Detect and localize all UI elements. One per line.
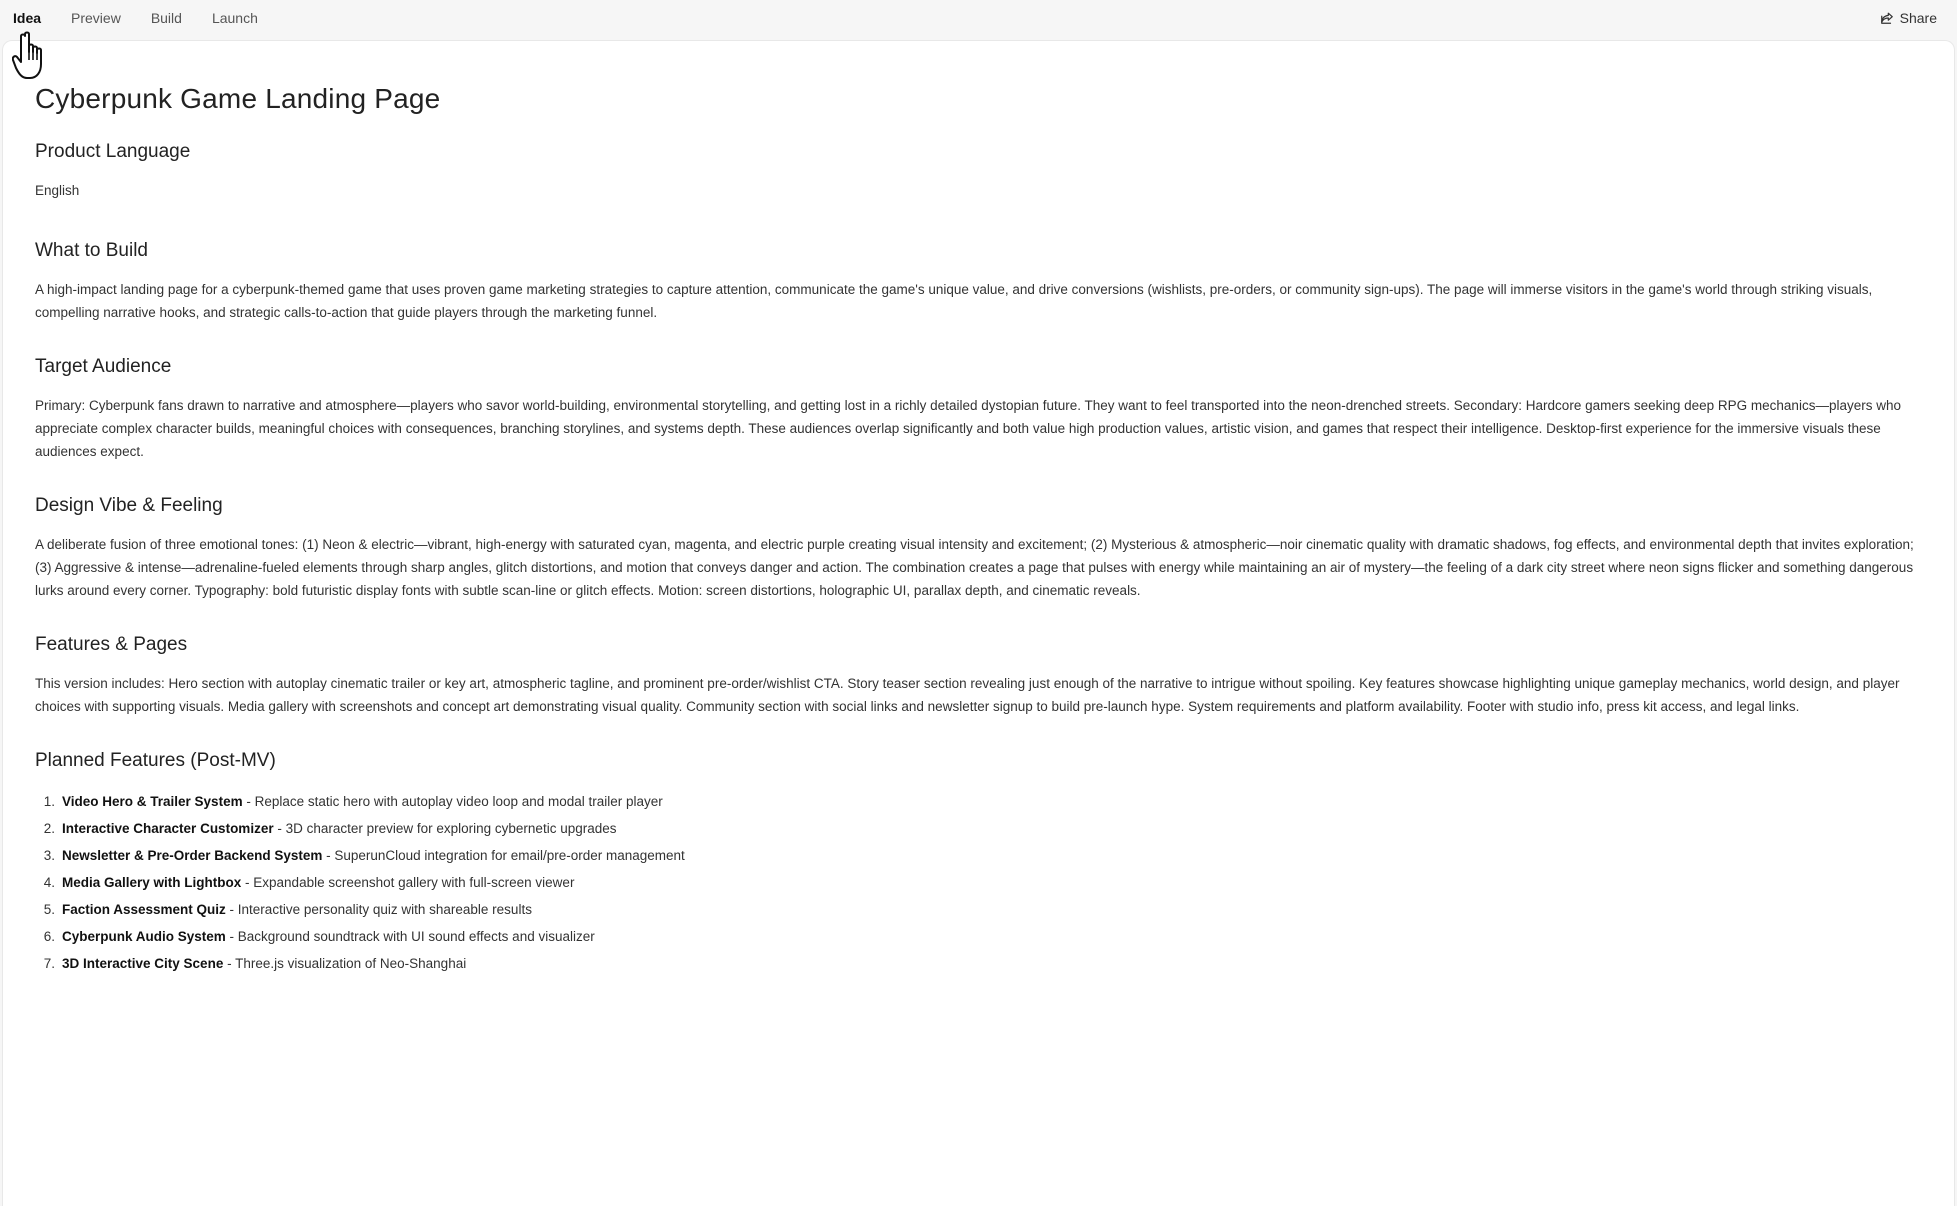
section-what-to-build (35, 238, 1930, 324)
section-features-pages (35, 632, 1930, 718)
tab-bar (0, 0, 273, 36)
list-number: 3. (43, 848, 55, 863)
section-design-vibe (35, 493, 1930, 602)
section-body: A high-impact landing page for a cyberpunk-themed game that uses proven game marketing strategies to capture attention, communicate the game's unique value, and drive conversions (wishlists, pre-orders, or community sign-ups). The page will immerse visitors in the game's world through striking visuals, compelling narrative hooks, and strategic calls-to-action that guide players through the marketing funnel. (35, 282, 1873, 320)
page-title: Cyberpunk Game Landing Page (35, 83, 441, 114)
tab-preview[interactable]: Preview (71, 10, 121, 26)
top-bar (0, 0, 1957, 40)
feature-name: Cyberpunk Audio System (62, 929, 226, 944)
tab-launch[interactable]: Launch (211, 10, 258, 26)
feature-description: - Three.js visualization of Neo-Shanghai (223, 956, 467, 971)
section-heading: Target Audience (35, 356, 172, 377)
section-heading: Features & Pages (35, 634, 188, 655)
list-number: 6. (43, 929, 55, 944)
list-item (35, 815, 1930, 842)
list-item (35, 869, 1930, 896)
feature-name: Video Hero & Trailer System (62, 794, 243, 809)
share-icon (1880, 11, 1894, 25)
section-body: This version includes: Hero section with autoplay cinematic trailer or key art, atmospheric tagline, and prominent pre-order/wishlist CTA. Story teaser section revealing just enough of the narrative to intrigue without spoiling. Key features showcase highlighting unique gameplay mechanics, world design, and player choices with supporting visuals. Media gallery with screenshots and concept art demonstrating visual quality. Community section with social links and newsletter signup to build pre-launch hype. System requirements and platform availability. Footer with studio info, press kit access, and legal links. (35, 676, 1900, 714)
list-number: 7. (43, 956, 55, 971)
document-content (35, 79, 1930, 1007)
section-body: Primary: Cyberpunk fans drawn to narrative and atmosphere—players who savor world-building, environmental storytelling, and getting lost in a richly detailed dystopian future. They want to feel transported into the neon-drenched streets. Secondary: Hardcore gamers seeking deep RPG mechanics—players who appreciate complex character builds, meaningful choices with consequences, branching storylines, and systems depth. These audiences overlap significantly and both value high production values, artistic vision, and games that respect their intelligence. Desktop-first experience for the immersive visuals these audiences expect. (35, 398, 1901, 459)
section-heading: What to Build (35, 240, 148, 261)
feature-name: Faction Assessment Quiz (62, 902, 226, 917)
list-item (35, 923, 1930, 950)
section-target-audience (35, 354, 1930, 463)
feature-name: Media Gallery with Lightbox (62, 875, 242, 890)
feature-description: - Background soundtrack with UI sound effects and visualizer (225, 929, 595, 944)
feature-description: - SuperunCloud integration for email/pre-order management (322, 848, 685, 863)
section-product-language (35, 139, 1930, 202)
share-button[interactable] (1880, 0, 1937, 36)
list-number: 5. (43, 902, 55, 917)
list-number: 4. (43, 875, 55, 890)
section-heading: Product Language (35, 141, 191, 162)
list-item (35, 788, 1930, 815)
tab-idea[interactable]: Idea (13, 10, 42, 26)
tab-build[interactable]: Build (150, 10, 182, 26)
feature-description: - Expandable screenshot gallery with full-screen viewer (241, 875, 575, 890)
feature-name: Interactive Character Customizer (62, 821, 274, 836)
list-number: 1. (43, 794, 55, 809)
list-item (35, 896, 1930, 923)
list-item (35, 950, 1930, 977)
section-planned-features (35, 748, 1930, 977)
feature-name: Newsletter & Pre-Order Backend System (62, 848, 323, 863)
feature-description: - 3D character preview for exploring cybernetic upgrades (273, 821, 617, 836)
list-item (35, 842, 1930, 869)
feature-description: - Replace static hero with autoplay video loop and modal trailer player (242, 794, 663, 809)
list-number: 2. (43, 821, 55, 836)
section-body: A deliberate fusion of three emotional tones: (1) Neon & electric—vibrant, high-energy with saturated cyan, magenta, and electric purple creating visual intensity and excitement; (2) Mysterious & atmospheric—noir cinematic quality with dramatic shadows, fog effects, and environmental depth that invites exploration; (3) Aggressive & intense—adrenaline-fueled elements through sharp angles, glitch distortions, and motion that conveys danger and action. The combination creates a page that pulses with energy while maintaining an air of mystery—the feeling of a dark city street where neon signs flicker and something dangerous lurks around every corner. Typography: bold futuristic display fonts with subtle scan-line or glitch effects. Motion: screen distortions, holographic UI, parallax depth, and cinematic reveals. (35, 537, 1914, 598)
planned-features-list (35, 788, 1930, 977)
document-panel (2, 40, 1955, 1206)
section-heading: Design Vibe & Feeling (35, 495, 223, 516)
section-body: English (35, 183, 80, 198)
feature-description: - Interactive personality quiz with shareable results (225, 902, 532, 917)
share-label: Share (1899, 10, 1937, 26)
section-heading: Planned Features (Post-MV) (35, 750, 276, 771)
feature-name: 3D Interactive City Scene (62, 956, 224, 971)
